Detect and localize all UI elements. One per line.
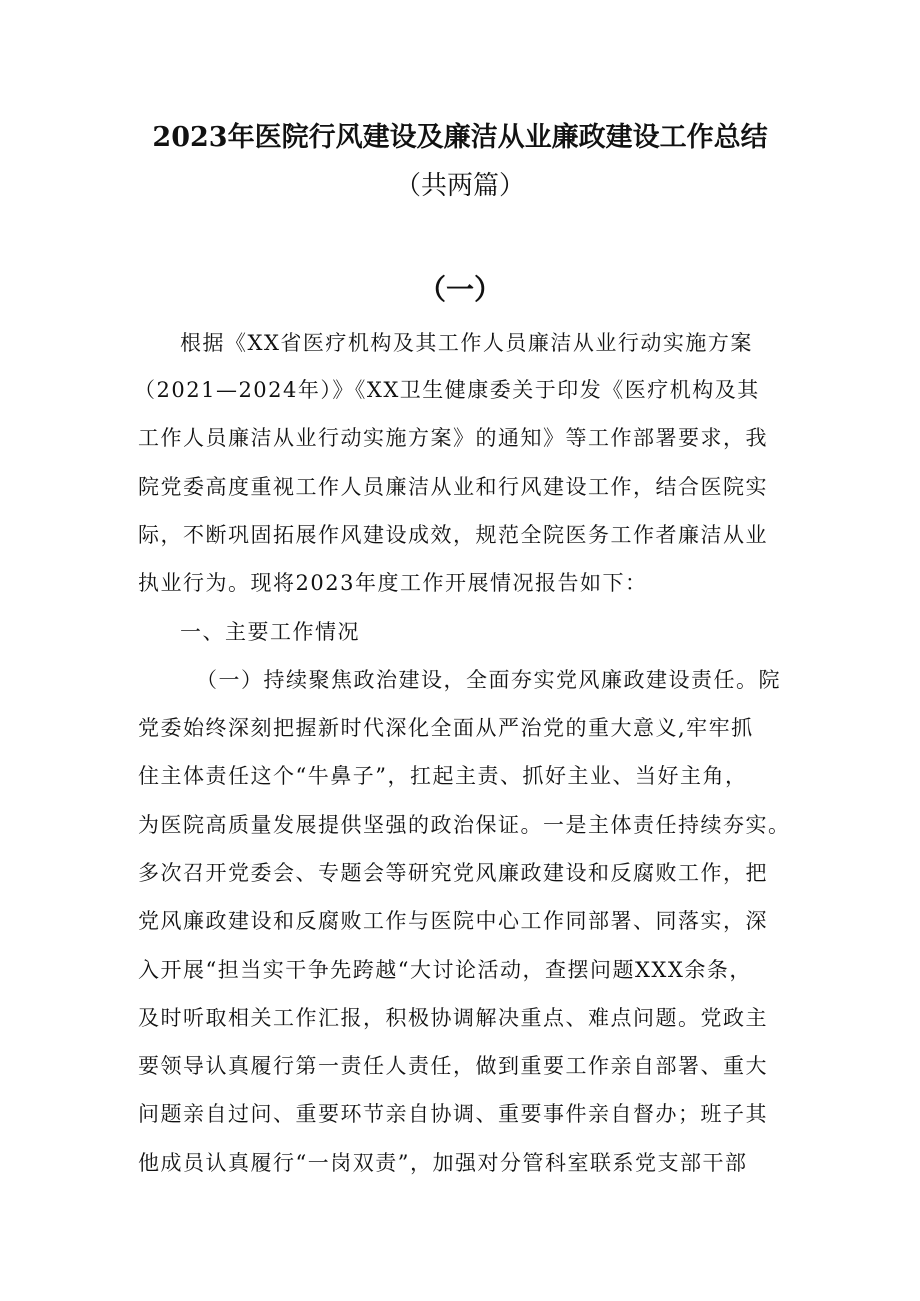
body-line: 问题亲自过问、重要环节亲自协调、重要事件亲自督办；班子其 xyxy=(138,1102,768,1126)
document-title: 2023年医院行风建设及廉洁从业廉政建设工作总结 xyxy=(152,122,768,153)
body-line: 党风廉政建设和反腐败工作与医院中心工作同部署、同落实，深 xyxy=(138,909,768,933)
body-line: （一）持续聚焦政治建设，全面夯实党风廉政建设责任。院 xyxy=(196,668,781,692)
body-line: 院党委高度重视工作人员廉洁从业和行风建设工作，结合医院实 xyxy=(138,475,768,499)
body-line: 及时听取相关工作汇报，积极协调解决重点、难点问题。党政主 xyxy=(138,1006,768,1030)
body-line: 入开展“担当实干争先跨越“大讨论活动，查摆问题XXX余条， xyxy=(138,958,752,982)
body-line: 党委始终深刻把握新时代深化全面从严治党的重大意义,牢牢抓 xyxy=(138,716,754,740)
body-line: 执业行为。现将2023年度工作开展情况报告如下： xyxy=(138,571,648,595)
body-line: 为医院高质量发展提供坚强的政治保证。一是主体责任持续夯实。 xyxy=(138,813,791,837)
body-line: 他成员认真履行“一岗双责”，加强对分管科室联系党支部干部 xyxy=(138,1151,748,1175)
part-heading: （一） xyxy=(417,273,502,306)
body-line: 根据《XX省医疗机构及其工作人员廉洁从业行动实施方案 xyxy=(180,331,753,355)
document-subtitle: （共两篇） xyxy=(394,171,525,201)
body-line: （2021—2024年）》《XX卫生健康委关于印发《医疗机构及其 xyxy=(134,378,760,402)
body-line: 工作人员廉洁从业行动实施方案》的通知》等工作部署要求，我 xyxy=(138,426,768,450)
body-line: 要领导认真履行第一责任人责任，做到重要工作亲自部署、重大 xyxy=(138,1054,768,1078)
body-line: 多次召开党委会、专题会等研究党风廉政建设和反腐败工作，把 xyxy=(138,861,768,885)
body-line: 住主体责任这个“牛鼻子”，扛起主责、抓好主业、当好主角， xyxy=(138,764,748,788)
body-line: 际，不断巩固拓展作风建设成效，规范全院医务工作者廉洁从业 xyxy=(138,523,768,547)
section-heading: 一、主要工作情况 xyxy=(180,620,360,644)
